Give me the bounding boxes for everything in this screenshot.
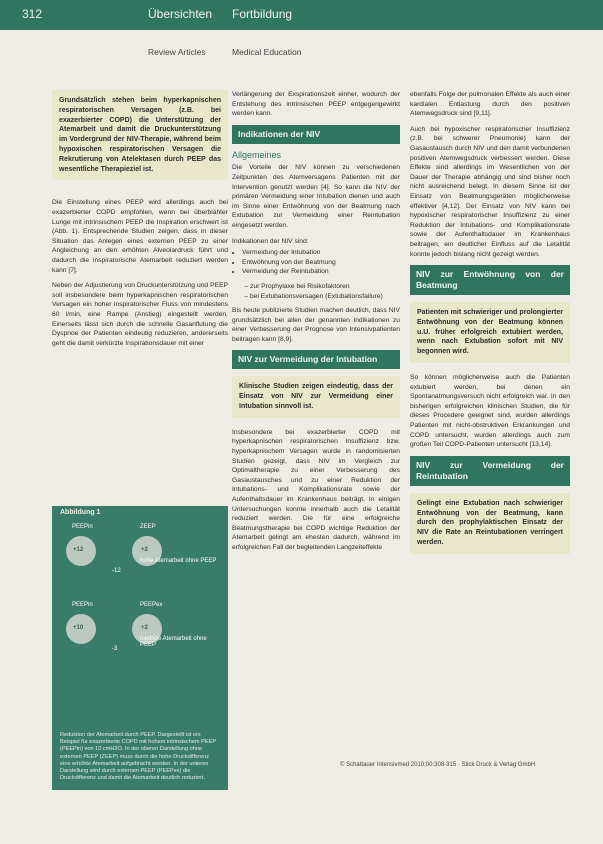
column-1 — [52, 90, 228, 354]
paragraph: ebenfalls Folge der pulmonalen Effekte als auch einer kardialen Entlastung durch den positiven Atemwegsdruck sind [9,11]. — [410, 91, 570, 118]
figure-label: PEEPin — [72, 602, 93, 608]
key-statement-box: Grundsätzlich stehen beim hyperkapnischen respiratorischen Versagen (z.B. bei exazerbierter COPD) die Unterstützung der Atemarbeit und damit die Druckunterstützung im Vordergrund der NIV-Therapie, während beim hypoxischen respiratorischen Versagen die Rekrutierung von Atelektasen durch PEEP das wesentliche Therapieziel ist. — [52, 90, 228, 180]
page-footer: © Schattauer Intensivmed 2010;00:308-315 · Stick Druck & Verlag GmbH — [340, 762, 536, 768]
figure-1 — [52, 506, 228, 790]
column-2 — [232, 90, 400, 559]
subheader-right: Medical Education — [232, 47, 302, 57]
page-header — [0, 0, 603, 30]
pressure-difference: -12 — [112, 568, 121, 574]
list-item: – bei Extubationsversagen (Extubationsfailure) — [250, 292, 400, 302]
key-statement-box: Klinische Studien zeigen eindeutig, dass der Einsatz von NIV zur Vermeidung einer Intubation sinnvoll ist. — [232, 376, 400, 417]
section-label-2: Fortbildung — [232, 7, 293, 21]
paragraph: Indikationen der NIV sind: — [232, 237, 309, 245]
figure-title: Abbildung 1 — [60, 509, 101, 516]
section-heading: NIV zur Entwöhnung von der Beatmung — [410, 265, 570, 295]
page-number: 312 — [22, 7, 43, 21]
indication-sublist — [232, 282, 400, 301]
figure-note: hohe Atemarbeit ohne PEEP — [140, 558, 217, 564]
indication-list — [232, 248, 400, 277]
paragraph: Verlängerung der Exspirationszeit einher, wodurch der Entstehung des intrinsischen PEEP entgegengewirkt werden kann. — [232, 91, 400, 118]
figure-label: ZEEP — [140, 524, 156, 530]
figure-note: niedrige Atemarbeit ohne PEEP — [140, 636, 207, 648]
subheader-left: Review Articles — [148, 47, 206, 57]
paragraph: Die Vorteile der NIV können zu verschiedenen Zeitpunkten des Atemversagens Patienten mit der Intervention genutzt werden [4]. So kann die NIV der primären Vermeidung einer Intubation dienen und auch im Sinne einer Entwöhnung von der Beatmung nach Extubation zur Vermeidung einer Reintubation eingesetzt werden. — [232, 164, 400, 229]
figure-caption: Reduktion der Atemarbeit durch PEEP. Dargestellt ist ein Beispiel für exazerbierte COPD mit hohem intrinsischem PEEP (PEEPin) von 10 cmH2O. In der oberen Darstellung ohne externen PEEP (ZEEP) muss durch die hohe Druckdifferenz eine erhöhte Atemarbeit aufgebracht werden. In der unteren Darstellung wird durch externen PEEP (PEEPex) die Druckdifferenz und damit die Atemarbeit deutlich reduziert. — [60, 732, 216, 782]
list-item: • Entwöhnung von der Beatmung — [242, 258, 400, 268]
paragraph: Insbesondere bei exazerbierter COPD mit hyperkapnischen respiratorischen Insuffizienz bzw. hyperkapnischem Versagen wurde in randomisierten Studien gezeigt, dass NIV im Vergleich zur Optimaltherapie zu einer Verbesserung des Gasaustausches und zu einer Reduktion der Intubations- und Komplikationsrate sowie der Aufenthaltsdauer im Krankenhaus beiträgt. In einigen Untersuchungen konnte innerhalb auch die Letalität reduziert werden. Die für eine erfolgreiche Beatmungstherapie bei COPD wichtige Reduktion der Atemarbeit gelingt am ehesten dadurch, während im erfolgreichen Fall der begleitenden Langzeiteffekte — [232, 428, 400, 551]
paragraph: Neben der Adjustierung von Druckunterstützung und PEEP soll insbesondere beim hyperkapnischen respiratorischen Versagen ein hoher inspiratorischer Fluss von mindestens 60 l/min, eine Rampe (Anstieg) eingestellt werden. Einerseits lässt sich durch die schnelle Gasanflutung die Dyspnoe der Patienten eindeutig reduzieren, andererseits geht die damit verkürzte Inspirationsdauer mit einer — [52, 282, 228, 347]
key-statement-box: Gelingt eine Extubation nach schwieriger Entwöhnung von der Beatmung, kann durch den prophylaktischen Einsatz der NIV die Rate an Reintubationen verringert werden. — [410, 493, 570, 554]
pressure-difference: -3 — [112, 646, 118, 652]
pressure-value: +2 — [141, 547, 148, 553]
paragraph: Auch bei hypoxischer respiratorischer Insuffizienz (z.B. bei schwerer Pneumonie) kann der Gasaustausch durch NIV und den damit verbundenen positiven Atemwegsdruck verbessert werden. Diese Effekte sind allerdings im Wesentlichen von der Dauer der Therapie abhängig und sind bisher noch nicht ausreichend belegt. In diesem Sinne ist der Einsatz von Beatmungsgeräten möglicherweise effektiver [4,12]. Der Einsatz von NIV kann bei hypoxischer respiratorischer Insuffizienz zu einer Reduktion der Intubations- und Komplikationsrate sowie der Aufenthaltsdauer im Krankenhaus beitragen, ein deutlicher Einfluss auf die Letalität konnte jedoch bislang nicht gezeigt werden. — [410, 125, 570, 258]
list-item: – zur Prophylaxe bei Risikofaktoren — [250, 282, 400, 292]
paragraph: Bis heute publizierte Studien machen deutlich, dass NIV grundsätzlich bei allen der genannten Indikationen zu einer Verbesserung der Prognose von Intensivpatienten beitragen kann [8,9]. — [232, 307, 400, 343]
key-statement-box: Patienten mit schwieriger und prolongierter Entwöhnung von der Beatmung können u.U. früher erfolgreich extubiert werden, wenn nach Extubation sofort mit NIV begonnen wird. — [410, 302, 570, 363]
pressure-value: +10 — [73, 625, 84, 631]
paragraph: So können möglicherweise auch die Patienten extubiert werden, bei denen ein Spontanatmungsversuch nicht erfolgreich war. In den bisherigen erfolgreichen klinischen Studien, die für dieses Procedere geeignet sind, wurden allerdings Patienten mit nicht-obstruktiven Erkrankungen und COPD untersucht, wurden allerdings auch zum großen Teil COPD-Patienten untersucht [13,14]. — [410, 374, 570, 449]
subsection-heading: Allgemeines — [232, 149, 282, 160]
section-heading: NIV zur Vermeidung der Reintubation — [410, 456, 570, 486]
section-label: Übersichten — [148, 7, 213, 21]
pressure-value: +2 — [141, 625, 148, 631]
figure-label: PEEPex — [140, 602, 163, 608]
list-item: • Vermeidung der Intubation — [242, 248, 400, 258]
section-heading: NIV zur Vermeidung der Intubation — [232, 350, 400, 369]
list-item: • Vermeidung der Reintubation — [242, 267, 400, 277]
paragraph: Die Einstellung eines PEEP wird allerdings auch bei exazerbierter COPD empfohlen, wenn bei überblähter Lunge mit intrinsischem PEEP die Inspiration erschwert ist (Abb. 1). Entsprechende Studien zeigen, dass in dieser Situation das Anlegen eines externen PEEP zu einer Angleichung an den erhöhten Alveolardruck führt und dadurch die inspiratorische Atemarbeit reduziert werden kann [7]. — [52, 199, 228, 274]
column-3 — [410, 90, 570, 554]
section-heading: Indikationen der NIV — [232, 125, 400, 144]
figure-label: PEEPin — [72, 524, 93, 530]
pressure-value: +12 — [73, 547, 84, 553]
